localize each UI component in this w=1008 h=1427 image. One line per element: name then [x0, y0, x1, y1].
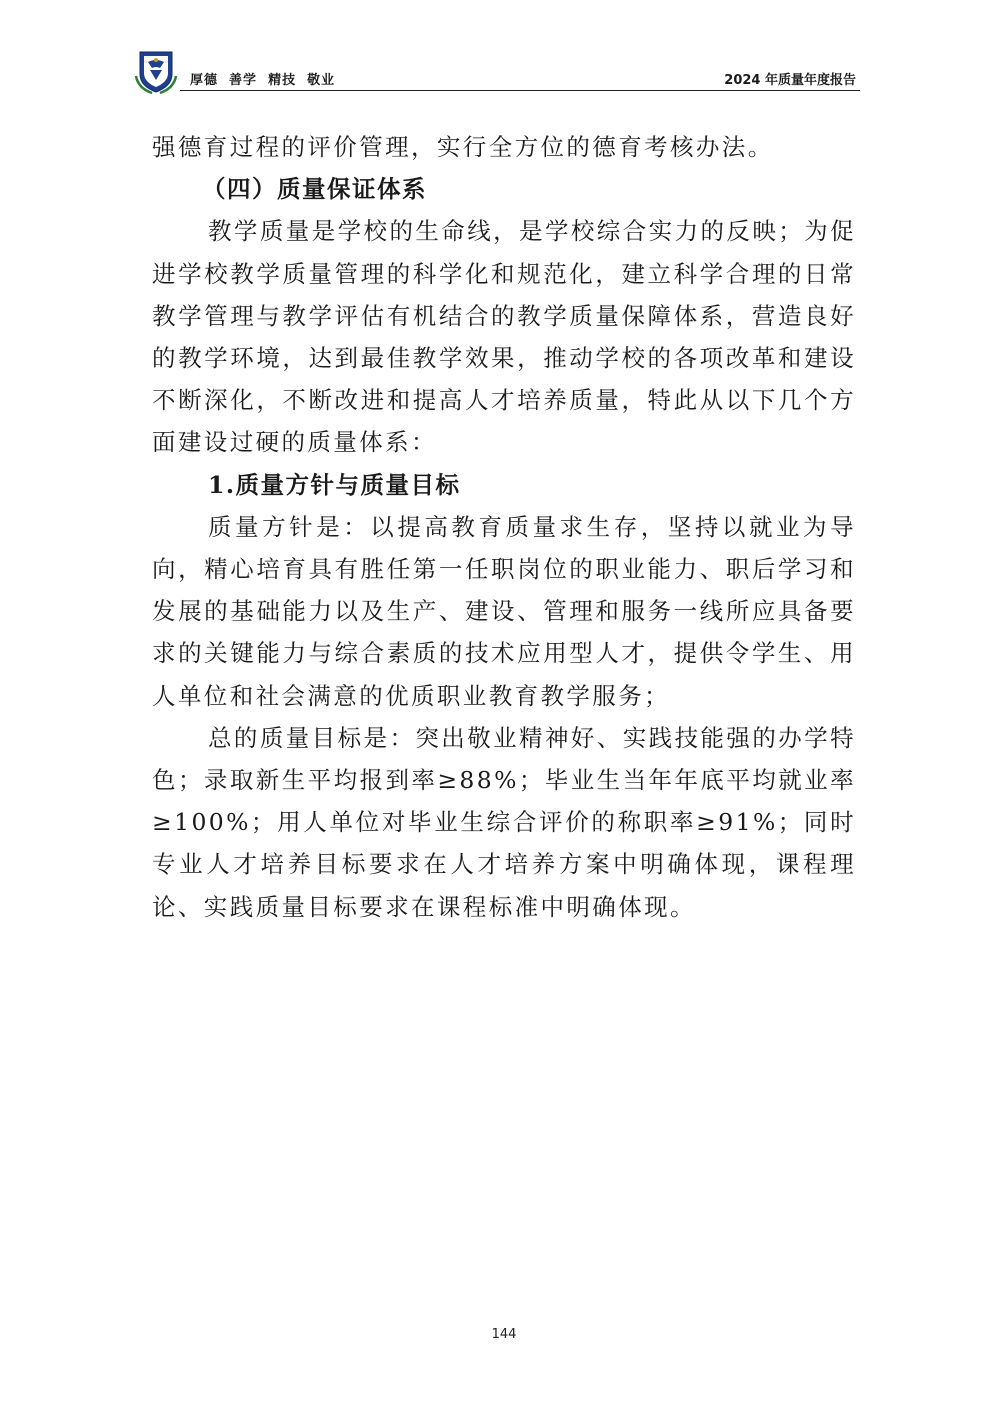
header-divider — [180, 90, 860, 91]
paragraph-quality-system: 教学质量是学校的生命线，是学校综合实力的反映；为促进学校教学质量管理的科学化和规范化，建立科学合理的日常教学管理与教学评估有机结合的教学质量保障体系，营造良好的教学环境，达到最佳教学效果，推动学校的各项改革和建设不断深化，不断改进和提高人才培养质量，特此从以下几个方面建设过硬的质量体系： — [152, 217, 856, 457]
page-number: 144 — [491, 1327, 517, 1342]
report-title: 2024 年质量年度报告 — [724, 73, 856, 88]
school-emblem-logo — [132, 46, 180, 94]
paragraph-quality-policy: 质量方针是：以提高教育质量求生存，坚持以就业为导向，精心培育具有胜任第一任职岗位的职业能力、职后学习和发展的基础能力以及生产、建设、管理和服务一线所应具备要求的关键能力与综合素质的技术应用型人才，提供令学生、用人单位和社会满意的优质职业教育教学服务； — [152, 512, 856, 710]
continued-paragraph: 强德育过程的评价管理，实行全方位的德育考核办法。 — [152, 133, 774, 161]
paragraph-quality-goals: 总的质量目标是：突出敬业精神好、实践技能强的办学特色；录取新生平均报到率≥88%；毕业生当年年底平均就业率≥100%；用人单位对毕业生综合评价的称职率≥91%；同时专业人才培养目标要求在人才培养方案中明确体现，课程理论、实践质量目标要求在课程标准中明确体现。 — [152, 723, 856, 921]
page-body — [152, 126, 856, 928]
section-heading: （四）质量保证体系 — [202, 175, 427, 204]
school-motto: 厚德 善学 精技 敬业 — [190, 73, 336, 88]
subsection-heading: 1.质量方针与质量目标 — [208, 470, 461, 499]
page-header — [132, 44, 860, 96]
